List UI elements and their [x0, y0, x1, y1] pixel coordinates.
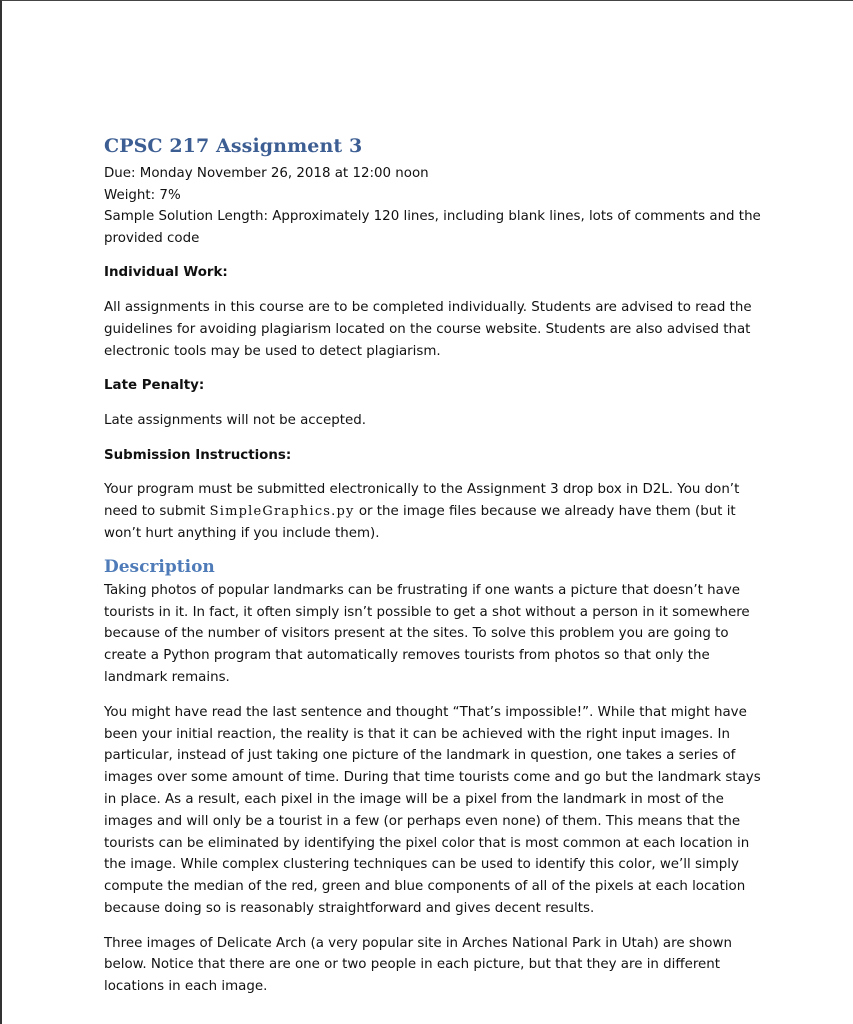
document-title: CPSC 217 Assignment 3: [104, 135, 363, 157]
individual-work-text: All assignments in this course are to be completed individually. Students are advised to read the guidelines for avoiding plagiarism located on the course website. Students are also advised that electronic tools may be used to detect plagiarism.: [104, 299, 752, 359]
submission-text-after: or the image files because we already have them (but it won’t hurt anything if you include them).: [104, 504, 736, 541]
solution-length: Sample Solution Length: Approximately 120 lines, including blank lines, lots of comments and the provided code: [104, 209, 761, 246]
description-paragraph-3: Three images of Delicate Arch (a very popular site in Arches National Park in Utah) are shown below. Notice that there are one or two people in each picture, but that they are in different locations in each image.: [104, 935, 732, 995]
weight: Weight: 7%: [104, 187, 181, 203]
submission-text-before: Your program must be submitted electronically to the Assignment 3 drop box in D2L. You don’t need to submit: [104, 482, 740, 520]
late-penalty-label: Late Penalty:: [104, 378, 205, 394]
individual-work-label: Individual Work:: [104, 265, 228, 281]
late-penalty-text: Late assignments will not be accepted.: [104, 412, 366, 428]
description-paragraph-1: Taking photos of popular landmarks can be frustrating if one wants a picture that doesn’t have tourists in it. In fact, it often simply isn’t possible to get a shot without a person in it somewhere because of the number of visitors present at the sites. To solve this problem you are going to create a Python program that automatically removes tourists from photos so that only the landmark remains.: [104, 582, 750, 685]
submission-text: [104, 479, 764, 544]
document-content: [104, 135, 764, 998]
description-paragraph-2: You might have read the last sentence and thought “That’s impossible!”. While that might have been your initial reaction, the reality is that it can be achieved with the right input images. In particular, instead of just taking one picture of the landmark in question, one takes a series of images over some amount of time. During that time tourists come and go but the landmark stays in place. As a result, each pixel in the image will be a pixel from the landmark in most of the images and will only be a tourist in a few (or perhaps even none) of them. This means that the tourists can be eliminated by identifying the pixel color that is most common at each location in the image. While complex clustering techniques can be used to identify this color, we’ll simply compute the median of the red, green and blue components of all of the pixels at each location because doing so is reasonably straightforward and gives decent results.: [104, 704, 761, 916]
submission-filename: SimpleGraphics.py: [209, 504, 355, 520]
description-heading: Description: [104, 556, 215, 577]
due-date: Due: Monday November 26, 2018 at 12:00 noon: [104, 166, 429, 181]
submission-label: Submission Instructions:: [104, 447, 292, 463]
